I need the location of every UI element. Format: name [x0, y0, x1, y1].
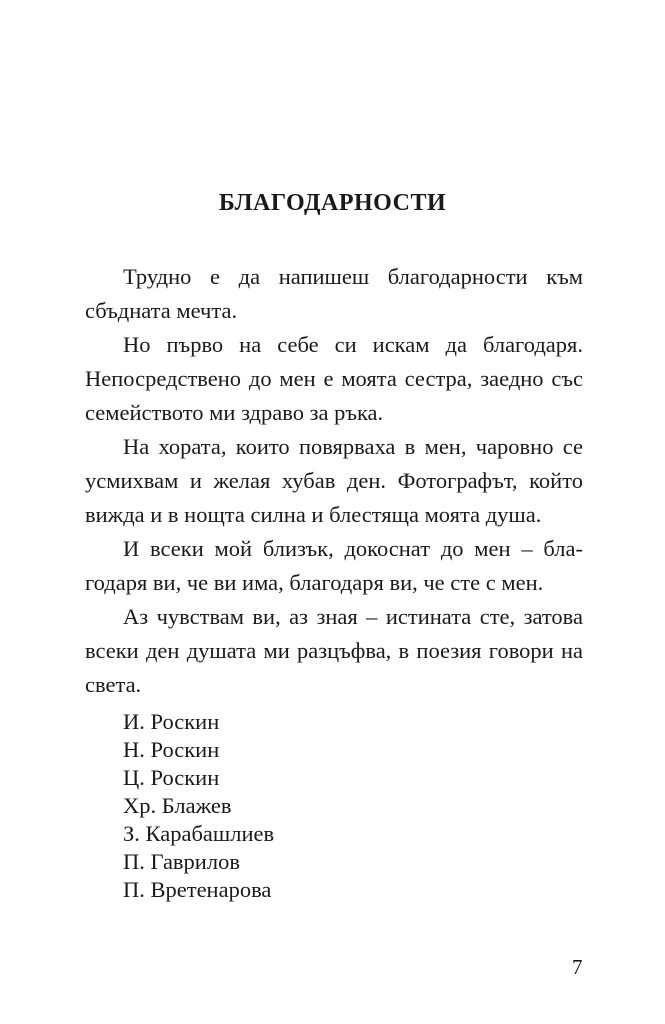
- page-title: БЛАГОДАРНОСТИ: [218, 190, 447, 216]
- signature-name: Н. Роскин: [123, 737, 220, 762]
- paragraph: Аз чувствам ви, аз зная – истината сте, затова всеки ден душата ми разцъфва, в поезия говори на света.: [85, 604, 583, 697]
- signature-name: П. Гаврилов: [123, 849, 240, 874]
- acknowledgements-text: [85, 260, 583, 702]
- signature-list: [123, 708, 274, 904]
- page-number: 7: [572, 955, 583, 979]
- paragraph: Но първо на себе си искам да благодаря. Непосредствено до мен е моята сестра, заедно със семейството ми здраво за ръка.: [85, 332, 583, 425]
- signature-name: З. Карабашлиев: [123, 821, 275, 846]
- paragraph: На хората, които повярваха в мен, чаровно се усмихвам и желая хубав ден. Фотографът, който вижда и в нощта силна и блестяща моята душа.: [85, 434, 583, 527]
- paragraph: И всеки мой близък, докоснат до мен – благодаря ви, че ви има, благодаря ви, че сте с мен.: [85, 536, 583, 595]
- signature-name: П. Вретенарова: [123, 877, 272, 902]
- signature-name: Ц. Роскин: [123, 765, 220, 790]
- paragraph: Трудно е да напишеш благодарности към сбъдната мечта.: [85, 264, 583, 323]
- signature-name: И. Роскин: [123, 709, 220, 734]
- signature-name: Хр. Блажев: [123, 793, 232, 818]
